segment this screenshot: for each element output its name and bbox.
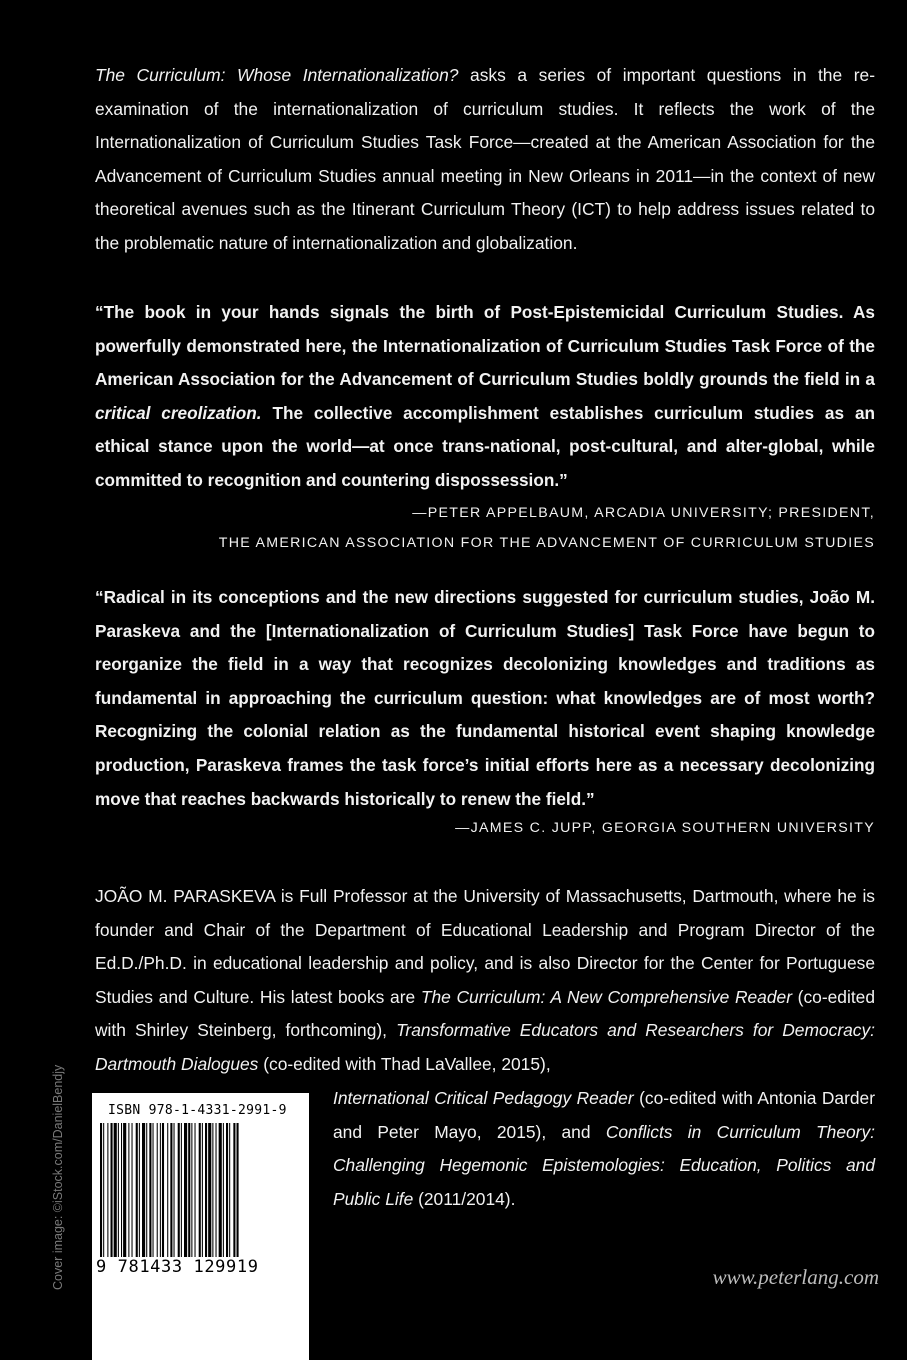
barcode-bar [136, 1123, 138, 1257]
intro-text: asks a series of important questions in the re-examination of the internationalization of curriculum studies. It reflects the work of the Internationalization of Curriculum Studies Task Force—created at the American Association for the Advancement of Curriculum Studies annual meeting in New Orleans in 2011—in the context of new theoretical avenues such as the Itinerant Curriculum Theory (ICT) to help address issues related to the problematic nature of internationalization and globalization. [95, 65, 875, 253]
barcode-bar [219, 1123, 222, 1257]
barcode-bar [216, 1123, 217, 1257]
barcode-bar [107, 1123, 108, 1257]
endorsement-quote-jupp: “Radical in its conceptions and the new directions suggested for curriculum studies, João M. Paraskeva and the [Internationalization of Curriculum Studies] Task Force have begun to reorganize the field in a way that recognizes decolonizing knowledges and traditions as fundamental in approaching the curriculum question: what knowledges are of most worth? Recognizing the colonial relation as the fundamental historical event shaping knowledge production, Paraskeva frames the task force’s initial efforts here as a necessary decolonizing move that reaches backwards historically to renew the field.” [95, 587, 875, 809]
bio-book-1: The Curriculum: A New Comprehensive Reader [420, 986, 792, 1007]
bio-text-5: (2011/2014). [413, 1188, 516, 1209]
barcode-bar [181, 1123, 182, 1257]
endorsement-quote-appelbaum [95, 296, 875, 498]
barcode-bar [142, 1123, 145, 1257]
endorsement-attribution-appelbaum [219, 498, 875, 558]
barcode-bar [226, 1123, 228, 1257]
barcode-bar [223, 1123, 224, 1257]
quote1-italic: critical creolization. [95, 402, 262, 423]
barcode-bar [178, 1123, 180, 1257]
ean-number: 9 781433 129919 [96, 1257, 259, 1277]
bio-text-4: (co-edited with Antonia Darder and Peter Mayo, 2015), and [333, 1088, 876, 1142]
quote1-text-b: The collective accomplishment establishes curriculum studies as an ethical stance upon the world—at once trans-national, post-cultural, and alter-global, while committed to recognition and countering dispossession.” [95, 402, 875, 490]
barcode-bar [162, 1123, 164, 1257]
endorsement-attribution-jupp: —JAMES C. JUPP, GEORGIA SOUTHERN UNIVERSITY [455, 820, 875, 836]
barcode-bar [160, 1123, 161, 1257]
cover-image-credit: Cover image: ©iStock.com/DanielBendjy [51, 1064, 65, 1290]
bio-text-3: (co-edited with Thad LaVallee, 2015), [258, 1053, 551, 1074]
isbn-number: ISBN 978-1-4331-2991-9 [108, 1103, 287, 1118]
barcode-bar [174, 1123, 175, 1257]
bio-book-4: Conflicts in Curriculum Theory: Challenging Hegemonic Epistemologies: Education, Politics and Public Life [333, 1121, 875, 1209]
barcode-bar [114, 1123, 117, 1257]
author-bio-continued [333, 1082, 875, 1216]
barcode-bar [188, 1123, 190, 1257]
barcode-bar [205, 1123, 207, 1257]
barcode-bar [199, 1123, 201, 1257]
bio-text-1: JOÃO M. PARASKEVA is Full Professor at the University of Massachusetts, Dartmouth, where he is founder and Chair of the Department of Educational Leadership and Program Director of the Ed.D./Ph.D. in educational leadership and policy, and is also Director for the Center for Portuguese Studies and Culture. His latest books are [95, 886, 875, 1007]
barcode-bar [139, 1123, 140, 1257]
intro-paragraph [95, 59, 875, 261]
barcode-bar [118, 1123, 119, 1257]
barcode-bar [111, 1123, 113, 1257]
publisher-website: www.peterlang.com [712, 1265, 879, 1289]
barcode-bar [212, 1123, 213, 1257]
barcode-bar [153, 1123, 154, 1257]
barcode-bar [170, 1123, 172, 1257]
barcode-bar [128, 1123, 129, 1257]
barcode-bar [233, 1123, 235, 1257]
barcode-bar [184, 1123, 187, 1257]
barcode-bar [202, 1123, 203, 1257]
barcode-bar [208, 1123, 211, 1257]
attrib1-line2: THE AMERICAN ASSOCIATION FOR THE ADVANCEMENT OF CURRICULUM STUDIES [218, 535, 875, 551]
barcode-bars [98, 1123, 303, 1257]
barcode-bar [103, 1123, 104, 1257]
barcode-bar [149, 1123, 151, 1257]
barcode-bar [146, 1123, 147, 1257]
barcode-bar [100, 1123, 102, 1257]
barcode-bar [132, 1123, 133, 1257]
bio-book-2: Transformative Educators and Researchers for Democracy: Dartmouth Dialogues [95, 1020, 876, 1074]
bio-book-3: International Critical Pedagogy Reader [333, 1088, 634, 1108]
intro-book-title: The Curriculum: Whose Internationalization? [95, 65, 459, 85]
barcode-bar [237, 1123, 239, 1257]
barcode-bar [121, 1123, 122, 1257]
barcode-bar [191, 1123, 192, 1257]
barcode-bar [167, 1123, 168, 1257]
barcode-bar [229, 1123, 230, 1257]
attrib1-line1: —PETER APPELBAUM, ARCADIA UNIVERSITY; PRESIDENT, [412, 505, 875, 521]
barcode-bar [195, 1123, 196, 1257]
barcode-bar [123, 1123, 126, 1257]
barcode-bar [157, 1123, 158, 1257]
bio-text-2: (co-edited with Shirley Steinberg, forthcoming), [95, 986, 876, 1041]
isbn-barcode [92, 1093, 309, 1360]
author-bio [95, 880, 875, 1082]
quote1-text-a: “The book in your hands signals the birth of Post-Epistemicidal Curriculum Studies. As powerfully demonstrated here, the Internationalization of Curriculum Studies Task Force of the American Association for the Advancement of Curriculum Studies boldly grounds the field in a [95, 302, 875, 390]
